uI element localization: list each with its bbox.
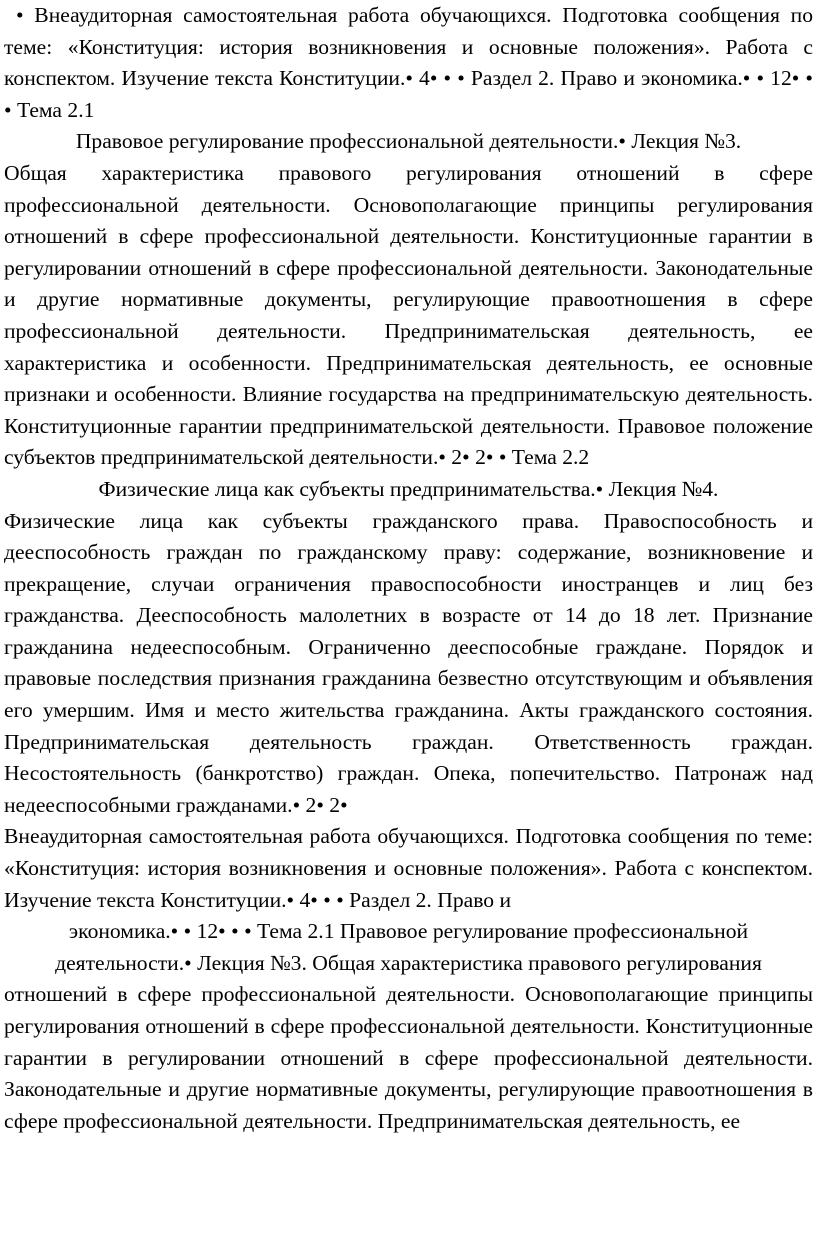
heading-repeat-line-2: деятельности.• Лекция №3. Общая характеристика правового регулирования [55, 950, 762, 975]
heading-topic-2-2: Физические лица как субъекты предпринимательства.• Лекция №4. [98, 476, 719, 501]
heading-repeat-line-1: экономика.• • 12• • • Тема 2.1 Правовое регулирование профессиональной [68, 919, 749, 944]
document-page [4, 0, 813, 1257]
paragraph-repeat-lecture-3: отношений в сфере профессиональной деятельности. Основополагающие принципы регулирования отношений в сфере профессиональной деятельности. Конституционные гарантии в регулировании отношений в сфере профессиональной деятельности. Законодательные и другие нормативные документы, регулирующие правоотношения в сфере профессиональной деятельности. Предпринимательская деятельность, ее [4, 982, 813, 1133]
paragraph-lecture-4: Физические лица как субъекты гражданского права. Правоспособность и дееспособность граждан по гражданскому праву: содержание, возникновение и прекращение, случаи ограничения правоспособности иностранцев и лиц без гражданства. Дееспособность малолетних в возрасте от 14 до 18 лет. Признание гражданина недееспособным. Ограниченно дееспособные граждане. Порядок и правовые последствия признания гражданина безвестно отсутствующим и объявления его умершим. Имя и место жительства гражданина. Акты гражданского состояния. Предпринимательская деятельность граждан. Ответственность граждан. Несостоятельность (банкротство) граждан. Опека, попечительство. Патронаж над недееспособными гражданами.• 2• 2• [4, 508, 813, 817]
paragraph-repeat-intro: Внеаудиторная самостоятельная работа обучающихся. Подготовка сообщения по теме: «Конституция: история возникновения и основные положения». Работа с конспектом. Изучение текста Конституции.• 4• • • Раздел 2. Право и [4, 824, 813, 912]
heading-topic-2-1: Правовое регулирование профессиональной деятельности.• Лекция №3. [75, 129, 742, 154]
paragraph-lecture-3: Общая характеристика правового регулирования отношений в сфере профессиональной деятельности. Основополагающие принципы регулирования отношений в сфере профессиональной деятельности. Конституционные гарантии в регулировании отношений в сфере профессиональной деятельности. Законодательные и другие нормативные документы, регулирующие правоотношения в сфере профессиональной деятельности. Предпринимательская деятельность, ее характеристика и особенности. Предпринимательская деятельность, ее основные признаки и особенности. Влияние государства на предпринимательскую деятельность. Конституционные гарантии предпринимательской деятельности. Правовое положение субъектов предпринимательской деятельности.• 2• 2• • Тема 2.2 [4, 160, 813, 470]
paragraph-intro [4, 0, 813, 126]
paragraph-intro-text: • Внеаудиторная самостоятельная работа обучающихся. Подготовка сообщения по теме: «Конституция: история возникновения и основные положения». Работа с конспектом. Изучение текста Конституции.• 4• • • Раздел 2. Право и экономика.• • 12• • • Тема 2.1 [4, 3, 813, 122]
